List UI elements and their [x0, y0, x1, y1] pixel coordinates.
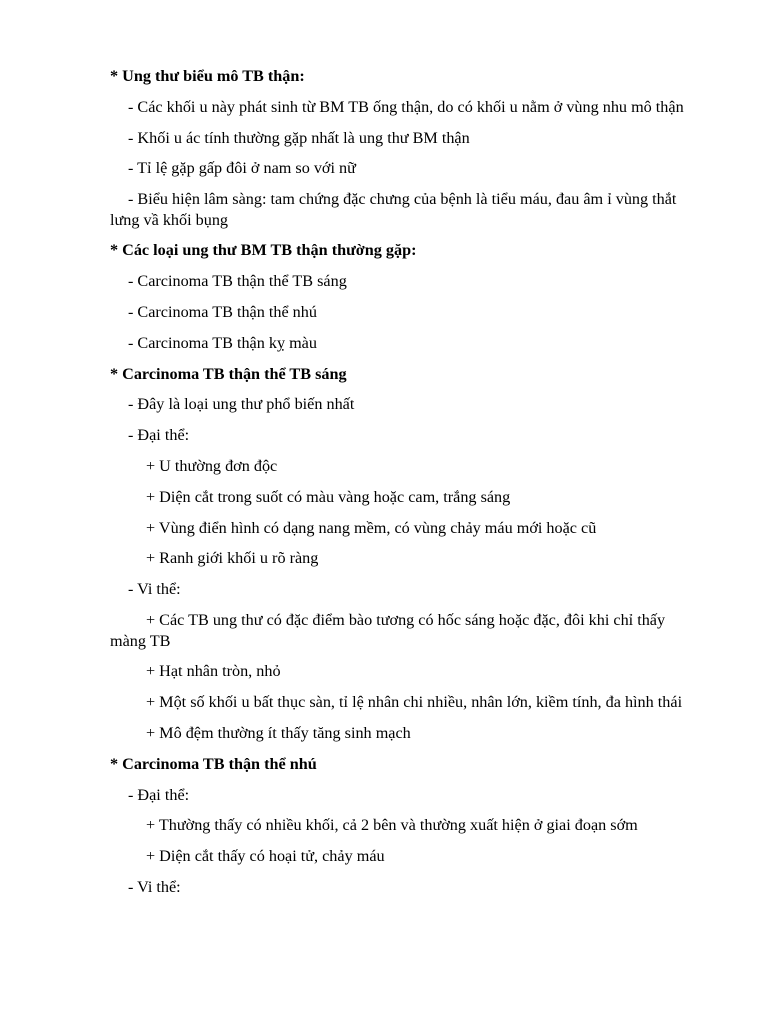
bullet-item: - Các khối u này phát sinh từ BM TB ống thận, do có khối u nằm ở vùng nhu mô thận: [128, 97, 684, 116]
bullet-item: - Biểu hiện lâm sàng: tam chứng đặc chưng của bệnh là tiểu máu, đau âm ỉ vùng thắt lưng vầ khối bụng: [110, 190, 677, 229]
bullet-item: - Tỉ lệ gặp gấp đôi ở nam so với nữ: [128, 159, 356, 178]
sub-bullet-item: + Một số khối u bất thục sàn, tỉ lệ nhân chi nhiều, nhân lớn, kiềm tính, đa hình thái: [146, 693, 683, 712]
bullet-item: - Đại thể:: [128, 426, 190, 445]
sub-bullet-item: + Vùng điển hình có dạng nang mềm, có vùng chảy máu mới hoặc cũ: [146, 518, 597, 537]
sub-bullet-item: + U thường đơn độc: [146, 457, 278, 476]
sub-bullet-item: + Ranh giới khối u rõ ràng: [146, 549, 319, 568]
bullet-item: - Vi thể:: [128, 580, 181, 599]
sub-bullet-item: + Thường thấy có nhiều khối, cả 2 bên và thường xuất hiện ở giai đoạn sớm: [146, 816, 638, 835]
bullet-item: - Đại thể:: [128, 785, 190, 804]
sub-bullet-item: + Mô đệm thường ít thấy tăng sinh mạch: [146, 723, 411, 742]
sub-bullet-item: + Diện cắt thấy có hoại tử, chảy máu: [146, 847, 385, 866]
bullet-item: - Carcinoma TB thận thể nhú: [128, 303, 317, 322]
bullet-item: - Vi thể:: [128, 877, 181, 896]
bullet-item: - Khối u ác tính thường gặp nhất là ung thư BM thận: [128, 128, 470, 147]
section-heading: * Carcinoma TB thận thể TB sáng: [110, 364, 347, 383]
sub-bullet-item: + Các TB ung thư có đặc điểm bào tương có hốc sáng hoặc đặc, đôi khi chỉ thấy màng TB: [110, 611, 666, 650]
section-heading: * Các loại ung thư BM TB thận thường gặp:: [110, 241, 417, 260]
bullet-item: - Carcinoma TB thận thể TB sáng: [128, 272, 347, 291]
sub-bullet-item: + Hạt nhân tròn, nhỏ: [146, 662, 281, 681]
section-heading: * Carcinoma TB thận thể nhú: [110, 754, 317, 773]
bullet-item: - Đây là loại ung thư phổ biến nhất: [128, 395, 355, 414]
bullet-item: - Carcinoma TB thận kỵ màu: [128, 333, 317, 352]
sub-bullet-item: + Diện cắt trong suốt có màu vàng hoặc cam, trắng sáng: [146, 487, 511, 506]
document-page: [110, 66, 690, 908]
section-heading: * Ung thư biểu mô TB thận:: [110, 67, 305, 85]
